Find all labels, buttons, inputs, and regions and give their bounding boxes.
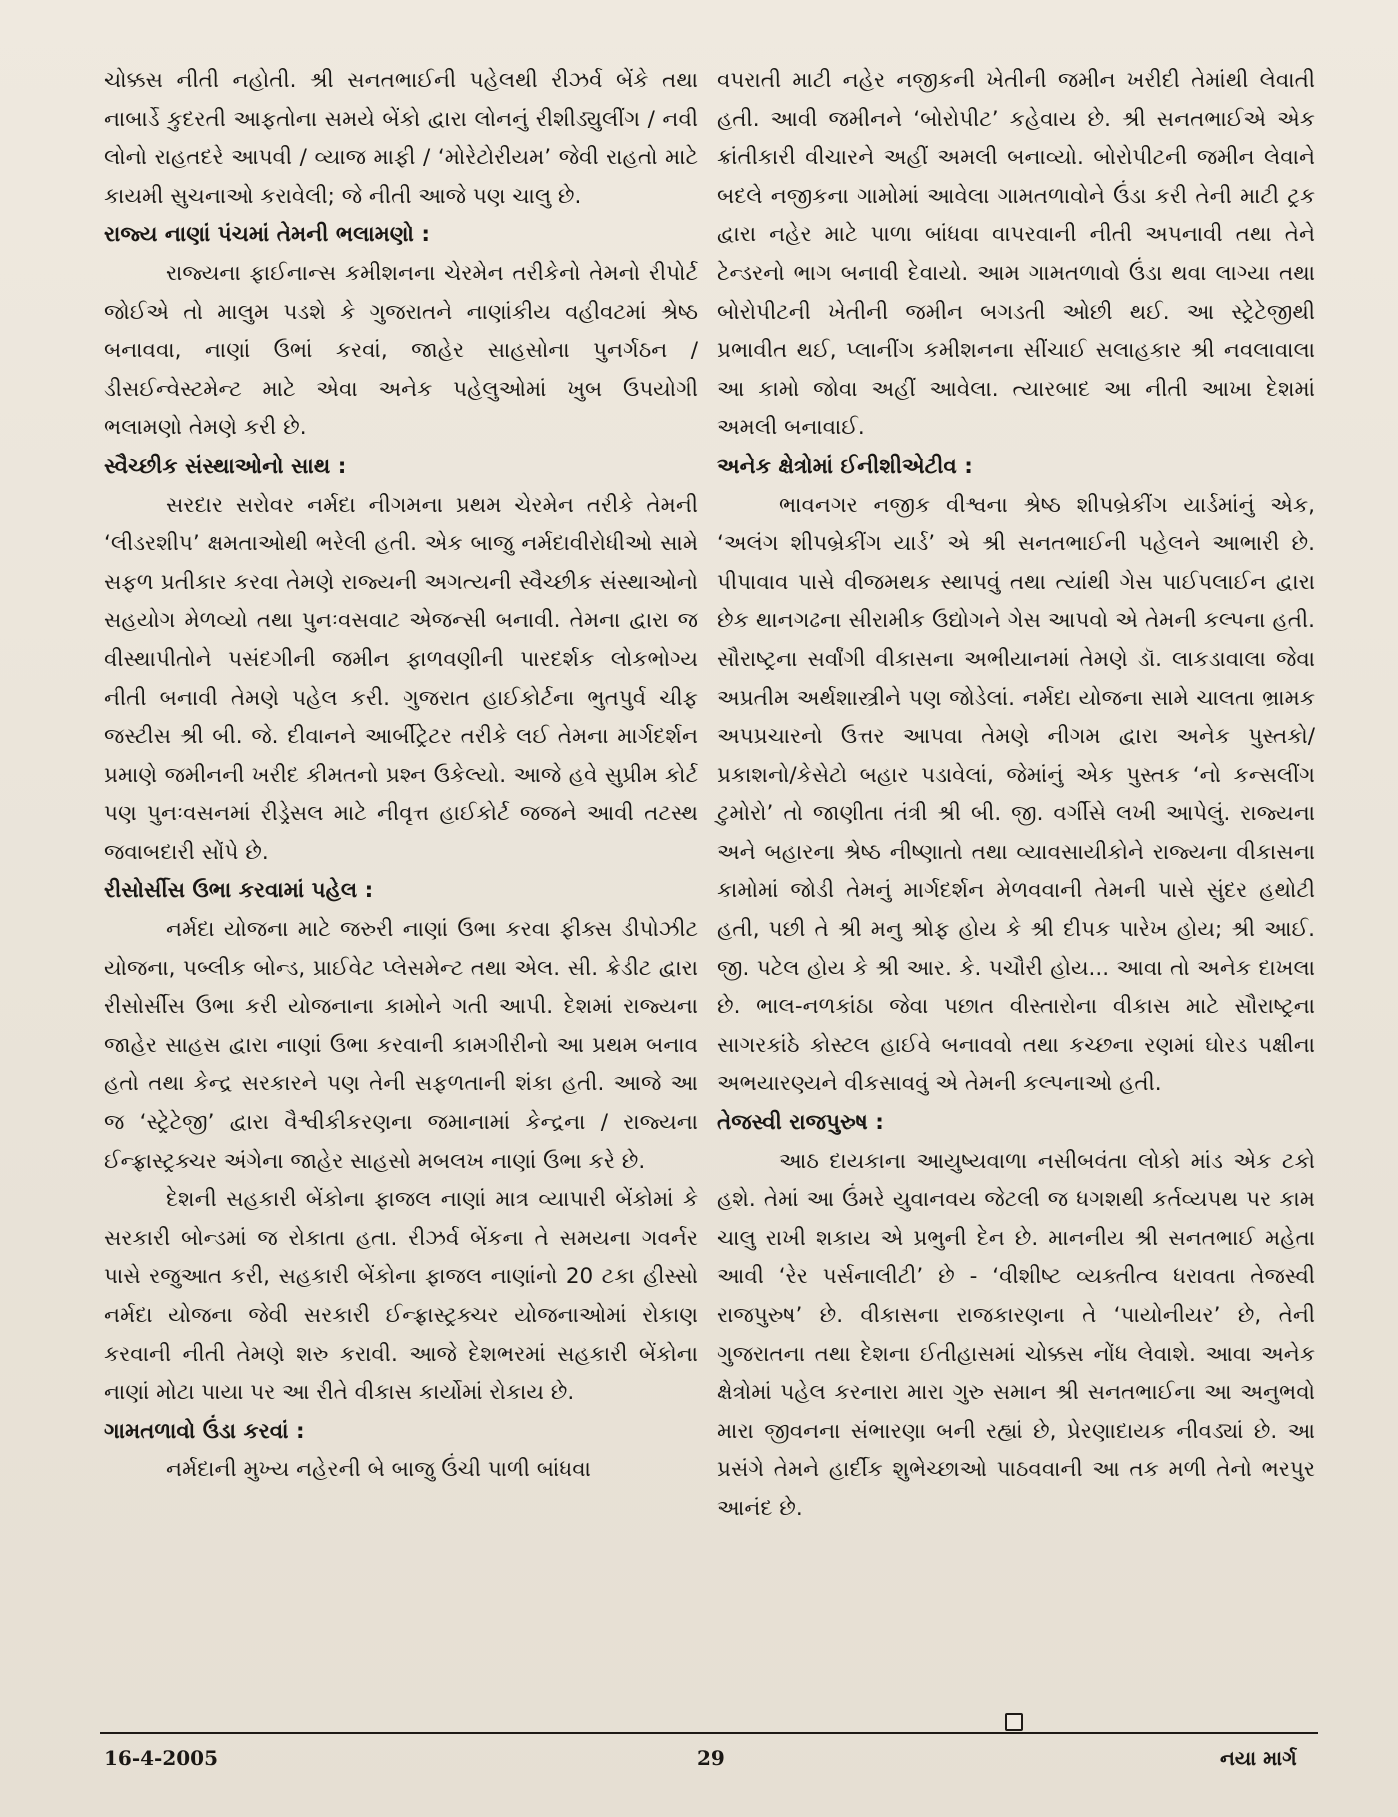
paragraph: દેશની સહકારી બેંકોના ફાજલ નાણાં માત્ર વ્યાપારી બેંકોમાં કે સરકારી બોન્ડમાં જ રોકાતા હતા. રીઝર્વ બેંકના તે સમયના ગવર્નર પાસે રજુઆત કરી, સહકારી બેંકોના ફાજલ નાણાંનો 20 ટકા હીસ્સો નર્મદા યોજના જેવી સરકારી ઈન્ફ્રાસ્ટ્રક્ચર યોજનાઓમાં રોકાણ કરવાની નીતી તેમણે શરુ કરાવી. આજે દેશભરમાં સહકારી બેંકોના નાણાં મોટા પાયા પર આ રીતે વીકાસ કાર્યોમાં રોકાય છે. [104,1187,698,1406]
footer-divider [100,1732,1318,1734]
paragraph: ચોક્કસ નીતી નહોતી. શ્રી સનતભાઈની પહેલથી રીઝર્વ બેંકે તથા નાબાર્ડે કુદરતી આફતોના સમયે બેંકો દ્વારા લોનનું રીશીડ્યુલીંગ / નવી લોનો રાહતદરે આપવી / વ્યાજ માફી / ‘મોરેટોરીયમ’ જેવી રાહતો માટે કાયમી સુચનાઓ કરાવેલી; જે નીતી આજે પણ ચાલુ છે. [104,68,698,209]
section-heading: અનેક ક્ષેત્રોમાં ઈનીશીએટીવ : [717,453,973,479]
section-heading: રાજ્ય નાણાં પંચમાં તેમની ભલામણો : [104,222,430,248]
right-column [717,62,1315,1529]
page-number: 29 [697,1746,725,1770]
section-heading: રીસોર્સીસ ઉભા કરવામાં પહેલ : [104,878,374,904]
paragraph: ભાવનગર નજીક વીશ્વના શ્રેષ્ઠ શીપબ્રેકીંગ યાર્ડમાંનું એક, ‘અલંગ શીપબ્રેકીંગ યાર્ડ’ એ શ્રી સનતભાઈની પહેલને આભારી છે. પીપાવાવ પાસે વીજમથક સ્થાપવું તથા ત્યાંથી ગેસ પાઈપલાઈન દ્વારા છેક થાનગઢના સીરામીક ઉદ્યોગને ગેસ આપવો એ તેમની કલ્પના હતી. સૌરાષ્ટ્રના સર્વાંગી વીકાસના અભીયાનમાં તેમણે ડૉ. લાકડાવાલા જેવા અપ્રતીમ અર્થશાસ્ત્રીને પણ જોડેલાં. નર્મદા યોજના સામે ચાલતા ભ્રામક અપપ્રચારનો ઉત્તર આપવા તેમણે નીગમ દ્વારા અનેક પુસ્તકો/ પ્રકાશનો/કેસેટો બહાર પડાવેલાં, જેમાંનું એક પુસ્તક ‘નો કન્સલીંગ ટુમોરો’ તો જાણીતા તંત્રી શ્રી બી. જી. વર્ગીસે લખી આપેલું. રાજ્યના અને બહારના શ્રેષ્ઠ નીષ્ણાતો તથા વ્યાવસાયીકોને રાજ્યના વીકાસના કામોમાં જોડી તેમનું માર્ગદર્શન મેળવવાની તેમની પાસે સુંદર હથોટી હતી, પછી તે શ્રી મનુ શ્રોફ હોય કે શ્રી દીપક પારેખ હોય; શ્રી આઈ. જી. પટેલ હોય કે શ્રી આર. કે. પચૌરી હોય... આવા તો અનેક દાખલા છે. ભાલ-નળકાંઠા જેવા પછાત વીસ્તારોના વીકાસ માટે સૌરાષ્ટ્રના સાગરકાંઠે કોસ્ટલ હાઈવે બનાવવો તથા કચ્છના રણમાં ઘોરડ પક્ષીના અભયારણ્યને વીકસાવવું એ તેમની કલ્પનાઓ હતી. [717,492,1315,1097]
issue-date: 16-4-2005 [104,1746,219,1770]
section-heading: ગામતળાવો ઉંડા કરવાં : [104,1418,305,1444]
paragraph: નર્મદા યોજના માટે જરુરી નાણાં ઉભા કરવા ફીક્સ ડીપોઝીટ યોજના, પબ્લીક બોન્ડ, પ્રાઈવેટ પ્લેસમેન્ટ તથા એલ. સી. ક્રેડીટ દ્વારા રીસોર્સીસ ઉભા કરી યોજનાના કામોને ગતી આપી. દેશમાં રાજ્યના જાહેર સાહસ દ્વારા નાણાં ઉભા કરવાની કામગીરીનો આ પ્રથમ બનાવ હતો તથા કેન્દ્ર સરકારને પણ તેની સફળતાની શંકા હતી. આજે આ જ ‘સ્ટ્રેટેજી’ દ્વારા વૈશ્વીકીકરણના જમાનામાં કેન્દ્રના / રાજ્યના ઈન્ફ્રાસ્ટ્રક્ચર અંગેના જાહેર સાહસો મબલખ નાણાં ઉભા કરે છે. [104,917,698,1174]
paragraph: રાજ્યના ફાઈનાન્સ કમીશનના ચેરમેન તરીકેનો તેમનો રીપોર્ટ જોઈએ તો માલુમ પડશે કે ગુજરાતને નાણાંકીય વહીવટમાં શ્રેષ્ઠ બનાવવા, નાણાં ઉભાં કરવાં, જાહેર સાહસોના પુનર્ગઠન / ડીસઈન્વેસ્ટમેન્ટ માટે એવા અનેક પહેલુઓમાં ખુબ ઉપયોગી ભલામણો તેમણે કરી છે. [104,260,698,441]
paragraph: આઠ દાયકાના આયુષ્યવાળા નસીબવંતા લોકો માંડ એક ટકો હશે. તેમાં આ ઉંમરે યુવાનવય જેટલી જ ધગશથી કર્તવ્યપથ પર કામ ચાલુ રાખી શકાય એ પ્રભુની દેન છે. માનનીય શ્રી સનતભાઈ મહેતા આવી ‘રેર પર્સનાલીટી’ છે - ‘વીશીષ્ટ વ્યક્તીત્વ ધરાવતા તેજસ્વી રાજપુરુષ’ છે. વીકાસના રાજકારણના તે ‘પાયોનીયર’ છે, તેની ગુજરાતના તથા દેશના ઈતીહાસમાં ચોક્કસ નોંધ લેવાશે. આવા અનેક ક્ષેત્રોમાં પહેલ કરનારા મારા ગુરુ સમાન શ્રી સનતભાઈના આ અનુભવો મારા જીવનના સંભારણા બની રહ્યાં છે, પ્રેરણાદાયક નીવડ્યાં છે. આ પ્રસંગે તેમને હાર્દીક શુભેચ્છાઓ પાઠવવાની આ તક મળી તેનો ભરપુર આનંદ છે. [717,1148,1315,1521]
paragraph: નર્મદાની મુખ્ય નહેરની બે બાજુ ઉંચી પાળી બાંધવા [166,1457,591,1483]
paragraph: સરદાર સરોવર નર્મદા નીગમના પ્રથમ ચેરમેન તરીકે તેમની ‘લીડરશીપ’ ક્ષમતાઓથી ભરેલી હતી. એક બાજુ નર્મદાવીરોધીઓ સામે સફળ પ્રતીકાર કરવા તેમણે રાજ્યની અગત્યની સ્વૈચ્છીક સંસ્થાઓનો સહયોગ મેળવ્યો તથા પુનઃવસવાટ એજન્સી બનાવી. તેમના દ્વારા જ વીસ્થાપીતોને પસંદગીની જમીન ફાળવણીની પારદર્શક લોકભોગ્ય નીતી બનાવી તેમણે પહેલ કરી. ગુજરાત હાઈકોર્ટના ભુતપુર્વ ચીફ જસ્ટીસ શ્રી બી. જે. દીવાનને આર્બીટ્રેટર તરીકે લઈ તેમના માર્ગદર્શન પ્રમાણે જમીનની ખરીદ કીમતનો પ્રશ્ન ઉકેલ્યો. આજે હવે સુપ્રીમ કોર્ટ પણ પુનઃવસનમાં રીડ્રેસલ માટે નીવૃત્ત હાઈકોર્ટ જજને આવી તટસ્થ જવાબદારી સોંપે છે. [104,492,698,865]
section-heading: તેજસ્વી રાજપુરુષ : [717,1110,884,1136]
end-of-article-square-icon [1005,1713,1023,1731]
left-column [104,62,698,1490]
magazine-name: નયા માર્ગ [1220,1746,1297,1770]
section-heading: સ્વૈચ્છીક સંસ્થાઓનો સાથ : [104,453,347,479]
paragraph: વપરાતી માટી નહેર નજીકની ખેતીની જમીન ખરીદી તેમાંથી લેવાતી હતી. આવી જમીનને ‘બોરોપીટ’ કહેવાય છે. શ્રી સનતભાઈએ એક ક્રાંતીકારી વીચારને અહીં અમલી બનાવ્યો. બોરોપીટની જમીન લેવાને બદલે નજીકના ગામોમાં આવેલા ગામતળાવોને ઉંડા કરી તેની માટી ટ્રક દ્વારા નહેર માટે પાળા બાંધવા વાપરવાની નીતી અપનાવી તથા તેને ટેન્ડરનો ભાગ બનાવી દેવાયો. આમ ગામતળાવો ઉંડા થવા લાગ્યા તથા બોરોપીટની ખેતીની જમીન બગડતી ઓછી થઈ. આ સ્ટ્રેટેજીથી પ્રભાવીત થઈ, પ્લાનીંગ કમીશનના સીંચાઈ સલાહકાર શ્રી નવલાવાલા આ કામો જોવા અહીં આવેલા. ત્યારબાદ આ નીતી આખા દેશમાં અમલી બનાવાઈ. [717,68,1315,441]
